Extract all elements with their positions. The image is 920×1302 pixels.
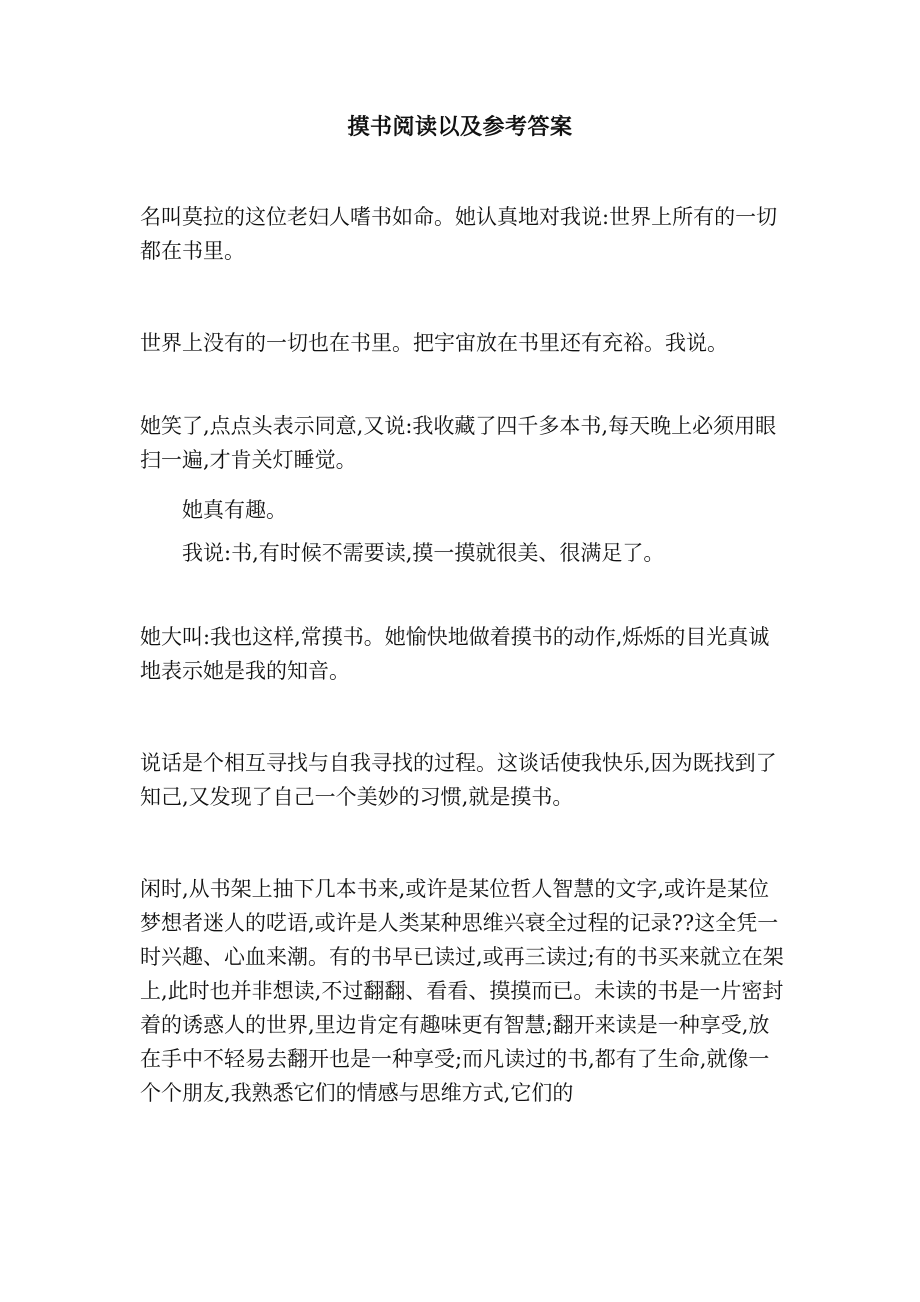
paragraph-5: 我说:书,有时候不需要读,摸一摸就很美、很满足了。 (182, 541, 665, 565)
paragraph-1: 名叫莫拉的这位老妇人嗜书如命。她认真地对我说:世界上所有的一切都在书里。 (140, 205, 778, 263)
paragraph-3: 她笑了,点点头表示同意,又说:我收藏了四千多本书,每天晚上必须用眼扫一遍,才肯关灯睡觉。 (140, 414, 777, 472)
paragraph-4: 她真有趣。 (182, 498, 287, 522)
paragraph-7: 说话是个相互寻找与自我寻找的过程。这谈话使我快乐,因为既找到了知己,又发现了自己一个美妙的习惯,就是摸书。 (140, 751, 777, 809)
paragraph-2: 世界上没有的一切也在书里。把宇宙放在书里还有充裕。我说。 (140, 331, 728, 355)
paragraph-8: 闲时,从书架上抽下几本书来,或许是某位哲人智慧的文字,或许是某位梦想者迷人的呓语,或许是人类某种思维兴衰全过程的记录??这全凭一时兴趣、心血来潮。有的书早已读过,或再三读过;有的书买来就立在架上,此时也并非想读,不过翻翻、看看、摸摸而已。未读的书是一片密封着的诱惑人的世界,里边肯定有趣味更有智慧;翻开来读是一种享受,放在手中不轻易去翻开也是一种享受;而凡读过的书,都有了生命,就像一个个朋友,我熟悉它们的情感与思维方式,它们的 (140, 877, 784, 1105)
paragraph-6: 她大叫:我也这样,常摸书。她愉快地做着摸书的动作,烁烁的目光真诚地表示她是我的知音。 (140, 625, 770, 683)
document-title: 摸书阅读以及参考答案 (347, 114, 573, 140)
